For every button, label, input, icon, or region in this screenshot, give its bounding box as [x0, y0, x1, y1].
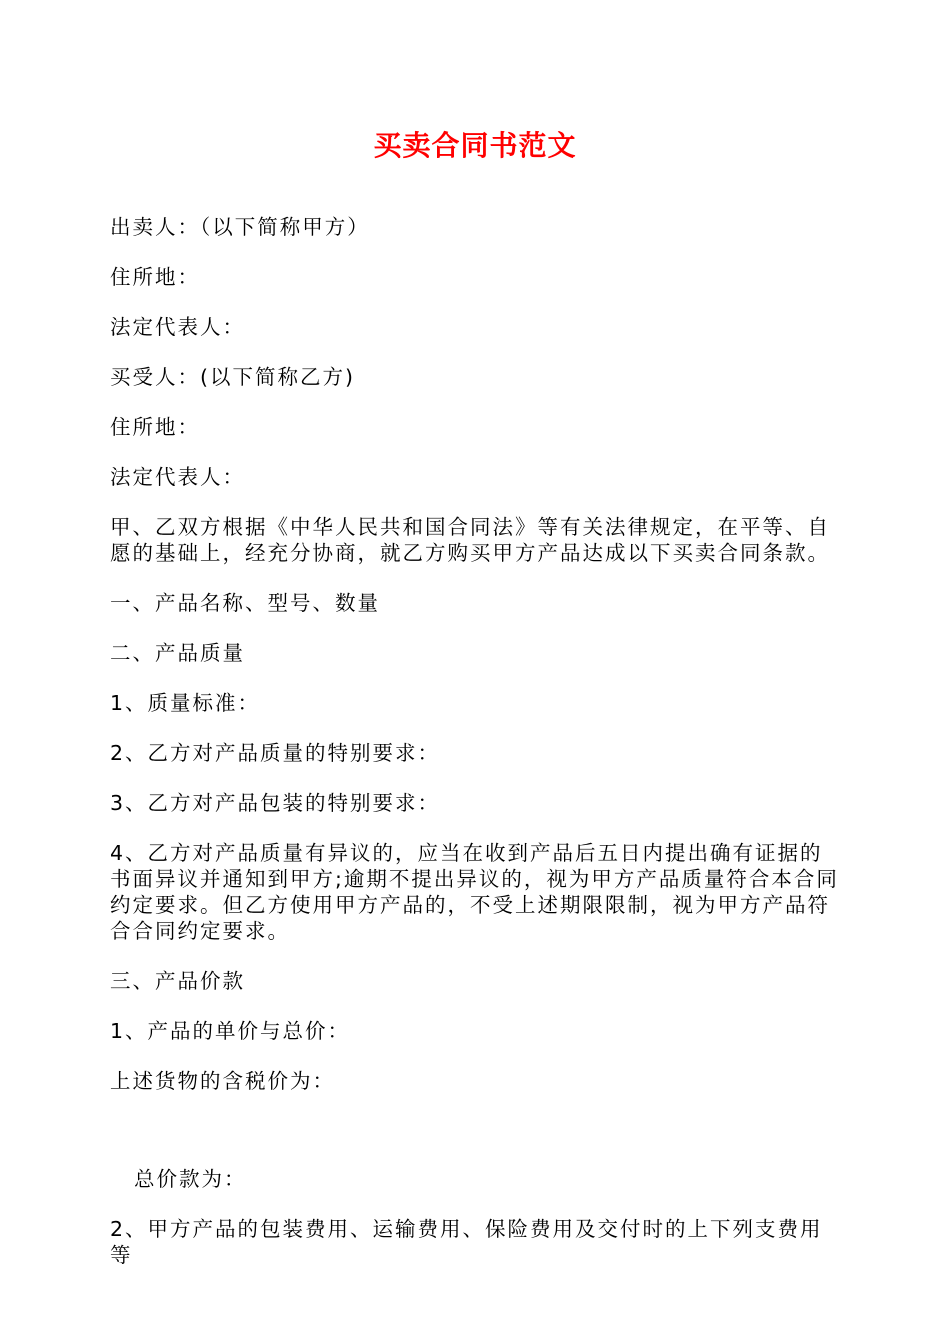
price-item-1: 1、产品的单价与总价：: [110, 1019, 351, 1043]
paragraph-seller-representative: 法定代表人：: [110, 315, 245, 339]
section-heading-quality: 二、产品质量: [110, 641, 245, 665]
quality-item-2: 2、乙方对产品质量的特别要求：: [110, 741, 441, 765]
paragraph-seller: 出卖人：（以下简称甲方）: [110, 215, 370, 239]
section-heading-price: 三、产品价款: [110, 969, 245, 993]
document-body: [110, 214, 840, 1292]
paragraph-seller-address: 住所地：: [110, 265, 200, 289]
section-heading-product: 一、产品名称、型号、数量: [110, 591, 380, 615]
price-item-2: 2、甲方产品的包装费用、运输费用、保险费用及交付时的上下列支费用等: [110, 1217, 823, 1267]
paragraph-buyer-address: 住所地：: [110, 415, 200, 439]
quality-item-1: 1、质量标准：: [110, 691, 261, 715]
paragraph-buyer: 买受人：(以下简称乙方): [110, 365, 355, 389]
paragraph-preamble: 甲、乙双方根据《中华人民共和国合同法》等有关法律规定，在平等、自愿的基础上，经充分协商，就乙方购买甲方产品达成以下买卖合同条款。: [110, 515, 830, 565]
paragraph-buyer-representative: 法定代表人：: [110, 465, 245, 489]
document-title: 买卖合同书范文: [373, 129, 577, 162]
quality-item-3: 3、乙方对产品包装的特别要求：: [110, 791, 441, 815]
price-tax-included: 上述货物的含税价为：: [110, 1069, 335, 1093]
price-total: 总价款为：: [134, 1167, 247, 1191]
quality-item-4: 4、乙方对产品质量有异议的，应当在收到产品后五日内提出确有证据的书面异议并通知到甲方;逾期不提出异议的，视为甲方产品质量符合本合同约定要求。但乙方使用甲方产品的，不受上述期限限制，视为甲方产品符合合同约定要求。: [110, 841, 839, 943]
